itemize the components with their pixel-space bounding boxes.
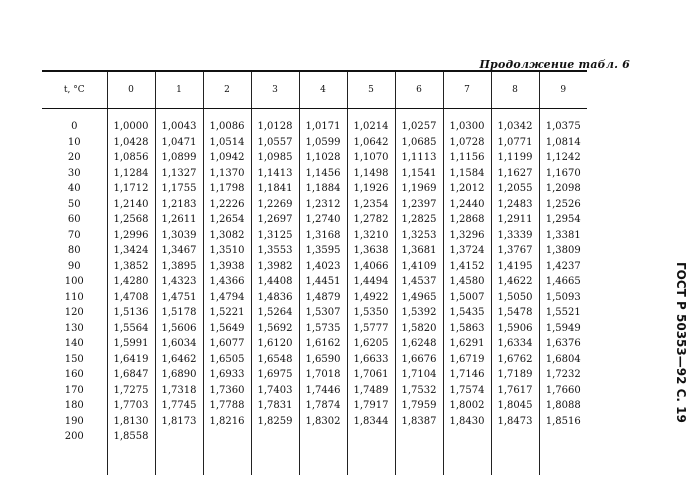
value-cell: 1,6205 <box>347 336 395 352</box>
value-cell: 1,4109 <box>395 259 443 275</box>
value-cell: 1,1070 <box>347 150 395 166</box>
empty-cell <box>347 445 395 475</box>
value-cell: 1,0000 <box>107 109 155 135</box>
row-temperature-cell: 90 <box>67 260 81 272</box>
value-cell: 1,5178 <box>155 305 203 321</box>
value-cell <box>347 429 395 445</box>
value-cell: 1,2312 <box>299 197 347 213</box>
empty-cell <box>539 445 587 475</box>
row-temperature-cell: 70 <box>67 229 81 241</box>
value-cell: 1,1755 <box>155 181 203 197</box>
value-cell: 1,4066 <box>347 259 395 275</box>
value-cell: 1,7061 <box>347 367 395 383</box>
value-cell: 1,6676 <box>395 352 443 368</box>
value-cell: 1,4751 <box>155 290 203 306</box>
value-cell: 1,6291 <box>443 336 491 352</box>
value-cell: 1,7446 <box>299 383 347 399</box>
value-cell: 1,2611 <box>155 212 203 228</box>
value-cell: 1,5007 <box>443 290 491 306</box>
value-cell: 1,1156 <box>443 150 491 166</box>
value-cell: 1,6804 <box>539 352 587 368</box>
value-cell: 1,7703 <box>107 398 155 414</box>
value-cell: 1,2483 <box>491 197 539 213</box>
value-cell: 1,6376 <box>539 336 587 352</box>
value-cell: 1,6077 <box>203 336 251 352</box>
table-row <box>42 367 587 383</box>
row-temperature-cell: 140 <box>64 338 84 349</box>
value-cell: 1,7104 <box>395 367 443 383</box>
value-cell: 1,4494 <box>347 274 395 290</box>
value-cell: 1,1284 <box>107 166 155 182</box>
value-cell: 1,4023 <box>299 259 347 275</box>
value-cell: 1,1199 <box>491 150 539 166</box>
value-cell: 1,7232 <box>539 367 587 383</box>
value-cell: 1,2354 <box>347 197 395 213</box>
table-row <box>42 228 587 244</box>
row-temperature-cell: 20 <box>67 152 81 163</box>
value-cell: 1,4451 <box>299 274 347 290</box>
table-row <box>42 212 587 228</box>
value-cell: 1,3424 <box>107 243 155 259</box>
table-row <box>42 259 587 275</box>
row-temperature-cell: 130 <box>64 322 84 334</box>
value-cell: 1,0257 <box>395 109 443 135</box>
value-cell: 1,3082 <box>203 228 251 244</box>
row-temperature-cell: 50 <box>67 198 81 210</box>
value-cell: 1,1456 <box>299 166 347 182</box>
value-cell: 1,2226 <box>203 197 251 213</box>
row-temperature-cell: 40 <box>67 183 81 194</box>
value-cell: 1,0514 <box>203 135 251 151</box>
table-row <box>42 166 587 182</box>
row-temperature-cell: 190 <box>64 415 84 427</box>
value-cell: 1,1413 <box>251 166 299 182</box>
value-cell: 1,8387 <box>395 414 443 430</box>
value-cell: 1,7489 <box>347 383 395 399</box>
value-cell: 1,2183 <box>155 197 203 213</box>
value-cell: 1,3809 <box>539 243 587 259</box>
value-cell: 1,5093 <box>539 290 587 306</box>
value-cell: 1,7403 <box>251 383 299 399</box>
value-cell: 1,5777 <box>347 321 395 337</box>
empty-cell <box>107 445 155 475</box>
value-cell: 1,5692 <box>251 321 299 337</box>
value-cell: 1,3510 <box>203 243 251 259</box>
header-temperature: t, °C <box>42 71 107 109</box>
value-cell: 1,8088 <box>539 398 587 414</box>
value-cell: 1,3681 <box>395 243 443 259</box>
value-cell: 1,2740 <box>299 212 347 228</box>
value-cell: 1,5949 <box>539 321 587 337</box>
value-cell: 1,5136 <box>107 305 155 321</box>
value-cell: 1,0942 <box>203 150 251 166</box>
value-cell: 1,4408 <box>251 274 299 290</box>
row-temperature-cell: 110 <box>64 291 84 303</box>
table-body <box>42 109 587 475</box>
table-row <box>42 150 587 166</box>
header-col-1: 1 <box>155 71 203 109</box>
value-cell: 1,0471 <box>155 135 203 151</box>
value-cell: 1,7617 <box>491 383 539 399</box>
header-col-3: 3 <box>251 71 299 109</box>
value-cell: 1,0856 <box>107 150 155 166</box>
table-row <box>42 243 587 259</box>
value-cell: 1,1584 <box>443 166 491 182</box>
row-temperature-cell: 30 <box>67 167 81 179</box>
value-cell: 1,1242 <box>539 150 587 166</box>
value-cell: 1,7831 <box>251 398 299 414</box>
value-cell <box>203 429 251 445</box>
value-cell: 1,7532 <box>395 383 443 399</box>
value-cell: 1,0814 <box>539 135 587 151</box>
value-cell: 1,3938 <box>203 259 251 275</box>
value-cell: 1,8002 <box>443 398 491 414</box>
value-cell: 1,3553 <box>251 243 299 259</box>
value-cell: 1,7146 <box>443 367 491 383</box>
value-cell: 1,4323 <box>155 274 203 290</box>
value-cell: 1,8302 <box>299 414 347 430</box>
table-row <box>42 398 587 414</box>
table-filler-row <box>42 445 587 475</box>
value-cell: 1,2697 <box>251 212 299 228</box>
table-continuation-caption: Продолжение табл. 6 <box>479 58 630 71</box>
empty-cell <box>491 445 539 475</box>
table-row <box>42 383 587 399</box>
value-cell: 1,6633 <box>347 352 395 368</box>
value-cell: 1,0642 <box>347 135 395 151</box>
value-cell: 1,5521 <box>539 305 587 321</box>
table-row <box>42 305 587 321</box>
value-cell: 1,0728 <box>443 135 491 151</box>
value-cell: 1,8344 <box>347 414 395 430</box>
value-cell: 1,1926 <box>347 181 395 197</box>
value-cell: 1,4794 <box>203 290 251 306</box>
value-cell: 1,6719 <box>443 352 491 368</box>
value-cell: 1,0771 <box>491 135 539 151</box>
header-col-8: 8 <box>491 71 539 109</box>
value-cell: 1,6034 <box>155 336 203 352</box>
value-cell: 1,0557 <box>251 135 299 151</box>
value-cell: 1,4152 <box>443 259 491 275</box>
header-col-2: 2 <box>203 71 251 109</box>
value-cell: 1,6890 <box>155 367 203 383</box>
row-temperature-cell: 180 <box>64 400 84 411</box>
value-cell: 1,7275 <box>107 383 155 399</box>
value-cell: 1,2996 <box>107 228 155 244</box>
value-cell: 1,5564 <box>107 321 155 337</box>
value-cell: 1,7874 <box>299 398 347 414</box>
value-cell: 1,0043 <box>155 109 203 135</box>
table-row <box>42 352 587 368</box>
value-cell: 1,2782 <box>347 212 395 228</box>
value-cell: 1,4537 <box>395 274 443 290</box>
value-cell: 1,1327 <box>155 166 203 182</box>
value-cell: 1,5264 <box>251 305 299 321</box>
value-cell: 1,0899 <box>155 150 203 166</box>
value-cell: 1,8473 <box>491 414 539 430</box>
value-cell: 1,0300 <box>443 109 491 135</box>
empty-cell <box>395 445 443 475</box>
value-cell: 1,1627 <box>491 166 539 182</box>
value-cell: 1,6120 <box>251 336 299 352</box>
value-cell: 1,3852 <box>107 259 155 275</box>
value-cell <box>155 429 203 445</box>
value-cell: 1,3767 <box>491 243 539 259</box>
value-cell: 1,0171 <box>299 109 347 135</box>
value-cell: 1,0428 <box>107 135 155 151</box>
value-cell: 1,3296 <box>443 228 491 244</box>
value-cell: 1,1969 <box>395 181 443 197</box>
empty-cell <box>251 445 299 475</box>
value-cell: 1,2526 <box>539 197 587 213</box>
value-cell: 1,5820 <box>395 321 443 337</box>
value-cell: 1,2440 <box>443 197 491 213</box>
value-cell: 1,6505 <box>203 352 251 368</box>
value-cell: 1,6847 <box>107 367 155 383</box>
value-cell: 1,8259 <box>251 414 299 430</box>
value-cell: 1,4708 <box>107 290 155 306</box>
value-cell: 1,7360 <box>203 383 251 399</box>
value-cell: 1,2954 <box>539 212 587 228</box>
value-cell: 1,3210 <box>347 228 395 244</box>
value-cell: 1,3339 <box>491 228 539 244</box>
value-cell: 1,5863 <box>443 321 491 337</box>
value-cell: 1,4879 <box>299 290 347 306</box>
value-cell <box>299 429 347 445</box>
table-row <box>42 429 587 445</box>
value-cell: 1,7574 <box>443 383 491 399</box>
value-cell: 1,2140 <box>107 197 155 213</box>
value-cell: 1,8130 <box>107 414 155 430</box>
value-cell: 1,0375 <box>539 109 587 135</box>
value-cell: 1,4237 <box>539 259 587 275</box>
value-cell: 1,1884 <box>299 181 347 197</box>
table-row <box>42 181 587 197</box>
value-cell: 1,3982 <box>251 259 299 275</box>
value-cell: 1,7018 <box>299 367 347 383</box>
table-row <box>42 414 587 430</box>
value-cell: 1,2654 <box>203 212 251 228</box>
value-cell: 1,4622 <box>491 274 539 290</box>
value-cell: 1,6975 <box>251 367 299 383</box>
value-cell: 1,7660 <box>539 383 587 399</box>
value-cell: 1,7917 <box>347 398 395 414</box>
row-temperature-cell: 170 <box>64 384 84 396</box>
document-side-label: ГОСТ Р 50353—92 С. 19 <box>674 262 688 423</box>
value-cell: 1,3381 <box>539 228 587 244</box>
value-cell: 1,6933 <box>203 367 251 383</box>
empty-cell <box>443 445 491 475</box>
row-temperature-cell: 200 <box>64 431 84 442</box>
value-cell <box>251 429 299 445</box>
value-cell: 1,3039 <box>155 228 203 244</box>
value-cell: 1,2911 <box>491 212 539 228</box>
value-cell: 1,1028 <box>299 150 347 166</box>
value-cell: 1,3168 <box>299 228 347 244</box>
row-temperature-cell: 80 <box>67 245 81 256</box>
value-cell: 1,3638 <box>347 243 395 259</box>
value-cell: 1,4922 <box>347 290 395 306</box>
value-cell: 1,4366 <box>203 274 251 290</box>
table-row <box>42 109 587 135</box>
header-col-6: 6 <box>395 71 443 109</box>
value-cell: 1,1712 <box>107 181 155 197</box>
header-col-4: 4 <box>299 71 347 109</box>
value-cell: 1,6162 <box>299 336 347 352</box>
value-cell: 1,0128 <box>251 109 299 135</box>
value-cell: 1,0599 <box>299 135 347 151</box>
value-cell: 1,5221 <box>203 305 251 321</box>
value-cell: 1,7318 <box>155 383 203 399</box>
value-cell: 1,5906 <box>491 321 539 337</box>
value-cell: 1,2868 <box>443 212 491 228</box>
value-cell: 1,2012 <box>443 181 491 197</box>
table-row <box>42 135 587 151</box>
value-cell: 1,2269 <box>251 197 299 213</box>
row-temperature-cell: 160 <box>64 369 84 380</box>
value-cell: 1,1670 <box>539 166 587 182</box>
value-cell: 1,6248 <box>395 336 443 352</box>
value-cell: 1,5735 <box>299 321 347 337</box>
empty-cell <box>299 445 347 475</box>
value-cell: 1,3125 <box>251 228 299 244</box>
value-cell: 1,5350 <box>347 305 395 321</box>
value-cell: 1,8045 <box>491 398 539 414</box>
value-cell: 1,5435 <box>443 305 491 321</box>
value-cell: 1,2055 <box>491 181 539 197</box>
value-cell: 1,2568 <box>107 212 155 228</box>
value-cell: 1,7189 <box>491 367 539 383</box>
empty-cell <box>203 445 251 475</box>
value-cell: 1,0985 <box>251 150 299 166</box>
data-table-container <box>42 70 587 475</box>
header-col-7: 7 <box>443 71 491 109</box>
row-temperature-cell: 10 <box>67 136 81 148</box>
value-cell <box>443 429 491 445</box>
row-temperature-cell: 150 <box>64 353 84 365</box>
header-col-0: 0 <box>107 71 155 109</box>
data-table <box>42 70 587 475</box>
table-header-row <box>42 71 587 109</box>
value-cell: 1,7959 <box>395 398 443 414</box>
value-cell: 1,6462 <box>155 352 203 368</box>
table-row <box>42 274 587 290</box>
value-cell: 1,6334 <box>491 336 539 352</box>
row-temperature-cell: 60 <box>67 214 81 225</box>
value-cell: 1,3595 <box>299 243 347 259</box>
value-cell <box>395 429 443 445</box>
value-cell: 1,8173 <box>155 414 203 430</box>
value-cell: 1,5392 <box>395 305 443 321</box>
value-cell: 1,2825 <box>395 212 443 228</box>
header-col-5: 5 <box>347 71 395 109</box>
value-cell: 1,1370 <box>203 166 251 182</box>
empty-cell <box>42 445 107 475</box>
value-cell <box>491 429 539 445</box>
value-cell: 1,6590 <box>299 352 347 368</box>
value-cell: 1,0086 <box>203 109 251 135</box>
value-cell <box>539 429 587 445</box>
value-cell: 1,8558 <box>107 429 155 445</box>
value-cell: 1,8430 <box>443 414 491 430</box>
table-row <box>42 290 587 306</box>
table-row <box>42 197 587 213</box>
value-cell: 1,8516 <box>539 414 587 430</box>
value-cell: 1,1798 <box>203 181 251 197</box>
value-cell: 1,5307 <box>299 305 347 321</box>
value-cell: 1,6762 <box>491 352 539 368</box>
value-cell: 1,0342 <box>491 109 539 135</box>
value-cell: 1,1498 <box>347 166 395 182</box>
value-cell: 1,0685 <box>395 135 443 151</box>
value-cell: 1,4665 <box>539 274 587 290</box>
value-cell: 1,0214 <box>347 109 395 135</box>
value-cell: 1,7745 <box>155 398 203 414</box>
value-cell: 1,5991 <box>107 336 155 352</box>
value-cell: 1,6548 <box>251 352 299 368</box>
row-temperature-cell: 100 <box>64 276 84 287</box>
value-cell: 1,1113 <box>395 150 443 166</box>
empty-cell <box>155 445 203 475</box>
value-cell: 1,3467 <box>155 243 203 259</box>
value-cell: 1,4195 <box>491 259 539 275</box>
value-cell: 1,4280 <box>107 274 155 290</box>
value-cell: 1,5050 <box>491 290 539 306</box>
value-cell: 1,8216 <box>203 414 251 430</box>
header-col-9: 9 <box>539 71 587 109</box>
value-cell: 1,2397 <box>395 197 443 213</box>
value-cell: 1,7788 <box>203 398 251 414</box>
table-row <box>42 336 587 352</box>
row-temperature-cell: 0 <box>71 121 78 132</box>
value-cell: 1,5649 <box>203 321 251 337</box>
value-cell: 1,4580 <box>443 274 491 290</box>
value-cell: 1,6419 <box>107 352 155 368</box>
value-cell: 1,1841 <box>251 181 299 197</box>
value-cell: 1,4836 <box>251 290 299 306</box>
table-row <box>42 321 587 337</box>
value-cell: 1,1541 <box>395 166 443 182</box>
value-cell: 1,2098 <box>539 181 587 197</box>
value-cell: 1,3253 <box>395 228 443 244</box>
value-cell: 1,3724 <box>443 243 491 259</box>
value-cell: 1,5478 <box>491 305 539 321</box>
value-cell: 1,3895 <box>155 259 203 275</box>
row-temperature-cell: 120 <box>64 307 84 318</box>
value-cell: 1,5606 <box>155 321 203 337</box>
value-cell: 1,4965 <box>395 290 443 306</box>
